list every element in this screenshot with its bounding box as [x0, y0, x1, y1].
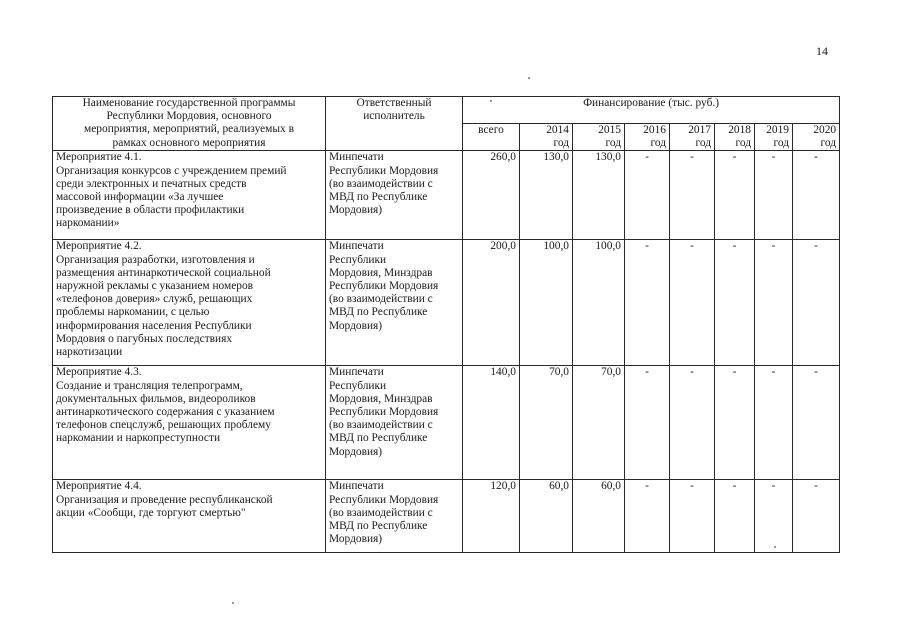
header-program-name	[53, 97, 326, 151]
header-total: всего	[463, 124, 520, 151]
scan-speck	[490, 100, 492, 102]
activity-name-line: Мероприятие 4.3.	[56, 366, 142, 379]
header-executor	[326, 97, 463, 151]
activity-name-line: наружной рекламы с указанием номеров	[56, 280, 254, 293]
total-cell: 260,0	[463, 151, 520, 240]
table-row	[53, 366, 840, 480]
header-row-top	[53, 97, 840, 124]
year-2019-cell: -	[755, 151, 793, 240]
activity-name-line: Мордовия о пагубных последствиях	[56, 332, 233, 345]
executor-line: Республики Мордовия	[329, 164, 439, 177]
activity-name-line: проблемы наркомании, с целью	[56, 306, 210, 319]
activity-name-line: массовой информации «За лучшее	[56, 191, 224, 204]
year-2018-cell: -	[715, 151, 755, 240]
year-2015-cell: 100,0	[573, 240, 625, 366]
year-2016-cell: -	[625, 240, 670, 366]
activity-name-line: антинаркотического содержания с указанием	[56, 406, 275, 419]
activity-name-line: Мероприятие 4.4.	[56, 480, 142, 493]
total-cell: 200,0	[463, 240, 520, 366]
year-2017-cell: -	[670, 480, 715, 553]
year-word: год	[605, 137, 621, 150]
year-2014-cell: 60,0	[520, 480, 573, 553]
executor-line: Мордовия)	[329, 319, 383, 332]
financing-table	[52, 96, 840, 553]
table-row	[53, 480, 840, 553]
executor-line: Минпечати	[329, 480, 384, 493]
activity-name-line: Организация и проведение республиканской	[56, 493, 273, 506]
year-2018-cell: -	[715, 240, 755, 366]
activity-name-cell	[53, 480, 326, 553]
activity-name-line: «телефонов доверия» служб, решающих	[56, 293, 253, 306]
executor-line: МВД по Республике	[329, 520, 428, 533]
year-number: 2019	[766, 124, 789, 136]
activity-name-line: документальных фильмов, видеороликов	[56, 392, 256, 405]
executor-line: Республики	[329, 253, 387, 266]
year-2015-cell: 60,0	[573, 480, 625, 553]
year-2015-cell: 130,0	[573, 151, 625, 240]
year-number: 2016	[643, 124, 666, 136]
year-word: год	[695, 137, 711, 150]
activity-name-line: Организация конкурсов с учреждением премий	[56, 164, 287, 177]
scan-speck	[774, 546, 776, 548]
header-year-2019	[755, 124, 793, 151]
year-word: год	[650, 137, 666, 150]
executor-line: Мордовия, Минздрав	[329, 392, 433, 405]
activity-name-line: наркотизации	[56, 346, 123, 359]
activity-name-cell	[53, 240, 326, 366]
header-year-2017	[670, 124, 715, 151]
year-2017-cell: -	[670, 151, 715, 240]
header-name-line: Республики Мордовия, основного	[106, 110, 272, 123]
year-2016-cell: -	[625, 151, 670, 240]
table-row	[53, 151, 840, 240]
executor-line: Мордовия, Минздрав	[329, 266, 433, 279]
executor-line: Мордовия)	[329, 204, 383, 217]
header-year-2015	[573, 124, 625, 151]
activity-name-cell	[53, 366, 326, 480]
header-exec-line: исполнитель	[363, 110, 425, 123]
activity-name-line: Создание и трансляция телепрограмм,	[56, 379, 243, 392]
year-2015-cell: 70,0	[573, 366, 625, 480]
year-2014-cell: 70,0	[520, 366, 573, 480]
header-name-line: Наименование государственной программы	[82, 97, 296, 109]
activity-name-line: произведение в области профилактики	[56, 204, 245, 217]
activity-name-line: среди электронных и печатных средств	[56, 177, 247, 190]
header-financing: Финансирование (тыс. руб.)	[463, 97, 840, 124]
activity-name-line: Мероприятие 4.1.	[56, 151, 142, 164]
year-2014-cell: 100,0	[520, 240, 573, 366]
header-year-2014	[520, 124, 573, 151]
activity-name-line: Организация разработки, изготовления и	[56, 253, 255, 266]
header-year-2020	[793, 124, 840, 151]
table-row	[53, 240, 840, 366]
activity-name-line: информирования населения Республики	[56, 319, 252, 332]
header-exec-line: Ответственный	[356, 97, 432, 109]
executor-line: Республики Мордовия	[329, 493, 439, 506]
executor-line: Мордовия)	[329, 445, 383, 458]
activity-name-line: наркомании и наркопреступности	[56, 432, 221, 445]
activity-name-line: размещения антинаркотической социальной	[56, 266, 271, 279]
executor-cell	[326, 151, 463, 240]
executor-line: (во взаимодействии с	[329, 419, 433, 432]
year-word: год	[773, 137, 789, 150]
year-word: год	[820, 137, 837, 150]
year-2017-cell: -	[670, 366, 715, 480]
year-2019-cell: -	[755, 480, 793, 553]
executor-line: (во взаимодействии с	[329, 293, 433, 306]
activity-name-line: телефонов спецслужб, решающих проблему	[56, 419, 271, 432]
executor-cell	[326, 480, 463, 553]
executor-line: Мордовия)	[329, 533, 383, 546]
header-year-2018	[715, 124, 755, 151]
year-2020-cell: -	[793, 480, 840, 553]
total-cell: 140,0	[463, 366, 520, 480]
executor-line: Минпечати	[329, 240, 384, 253]
activity-name-line: Мероприятие 4.2.	[56, 240, 142, 253]
year-2018-cell: -	[715, 480, 755, 553]
year-2017-cell: -	[670, 240, 715, 366]
year-2018-cell: -	[715, 366, 755, 480]
year-number: 2018	[728, 124, 751, 136]
year-number: 2015	[598, 124, 621, 136]
executor-line: МВД по Республике	[329, 432, 428, 445]
activity-name-line: акции «Сообщи, где торгуют смертью"	[56, 506, 246, 519]
page-number: 14	[816, 44, 828, 58]
executor-line: Республики Мордовия	[329, 406, 439, 419]
executor-line: МВД по Республике	[329, 191, 428, 204]
total-cell: 120,0	[463, 480, 520, 553]
year-2020-cell: -	[793, 240, 840, 366]
executor-line: Минпечати	[329, 151, 384, 164]
year-2020-cell: -	[793, 151, 840, 240]
year-2020-cell: -	[793, 366, 840, 480]
executor-line: Республики Мордовия	[329, 280, 439, 293]
executor-line: (во взаимодействии с	[329, 177, 433, 190]
year-word: год	[735, 137, 751, 150]
executor-cell	[326, 366, 463, 480]
year-2019-cell: -	[755, 366, 793, 480]
year-2016-cell: -	[625, 366, 670, 480]
header-year-2016	[625, 124, 670, 151]
year-2016-cell: -	[625, 480, 670, 553]
year-2014-cell: 130,0	[520, 151, 573, 240]
year-number: 2020	[813, 124, 837, 136]
executor-line: МВД по Республике	[329, 306, 428, 319]
year-number: 2017	[688, 124, 711, 136]
header-name-line: мероприятия, мероприятий, реализуемых в	[84, 123, 294, 136]
scan-speck	[528, 77, 530, 79]
year-number: 2014	[546, 124, 569, 136]
year-2019-cell: -	[755, 240, 793, 366]
scan-speck	[232, 602, 234, 604]
executor-line: (во взаимодействии с	[329, 506, 433, 519]
header-name-line: рамках основного мероприятия	[112, 136, 266, 149]
executor-line: Минпечати	[329, 366, 384, 379]
activity-name-cell	[53, 151, 326, 240]
executor-line: Республики	[329, 379, 387, 392]
activity-name-line: наркомании»	[56, 217, 120, 230]
year-word: год	[553, 137, 569, 150]
executor-cell	[326, 240, 463, 366]
